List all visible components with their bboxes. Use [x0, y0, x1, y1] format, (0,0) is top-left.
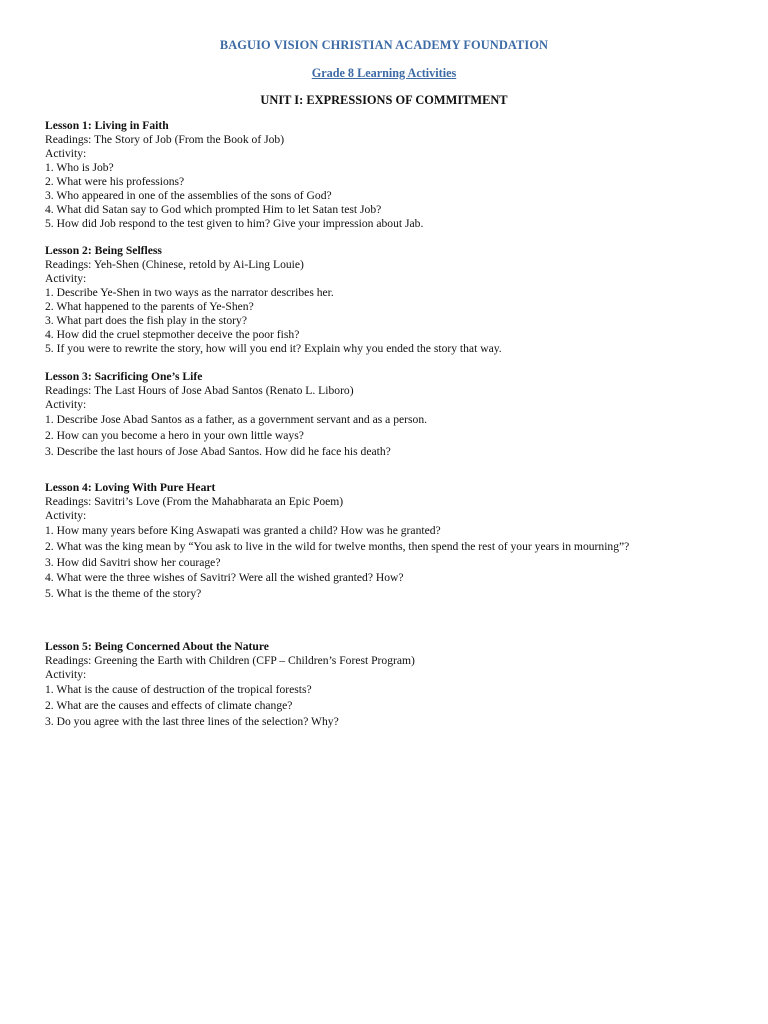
question: 1. What is the cause of destruction of the tropical forests? — [45, 683, 312, 696]
question: 3. Who appeared in one of the assemblies of the sons of God? — [45, 189, 332, 202]
question: 1. How many years before King Aswapati was granted a child? How was he granted? — [45, 524, 441, 537]
question: 2. What were his professions? — [45, 175, 185, 188]
activity-label: Activity: — [45, 398, 87, 411]
lesson-1-section — [45, 119, 695, 231]
question: 1. Who is Job? — [45, 161, 114, 174]
question: 5. If you were to rewrite the story, how will you end it? Explain why you ended the story that way. — [45, 342, 502, 355]
unit-title: UNIT I: EXPRESSIONS OF COMMITMENT — [260, 93, 508, 107]
question: 5. How did Job respond to the test given to him? Give your impression about Jab. — [45, 217, 424, 230]
question: 1. Describe Jose Abad Santos as a father, as a government servant and as a person. — [45, 413, 428, 426]
lesson-readings: Readings: Savitri’s Love (From the Mahabharata an Epic Poem) — [45, 495, 344, 508]
lesson-title: Lesson 1: Living in Faith — [45, 119, 169, 132]
question: 4. What did Satan say to God which prompted Him to let Satan test Job? — [45, 203, 382, 216]
lesson-4-section — [45, 481, 695, 602]
activity-label: Activity: — [45, 509, 87, 522]
question: 3. Describe the last hours of Jose Abad Santos. How did he face his death? — [45, 444, 391, 458]
question: 3. How did Savitri show her courage? — [45, 555, 221, 569]
activity-label: Activity: — [45, 147, 87, 160]
lesson-readings: Readings: Greening the Earth with Children (CFP – Children’s Forest Program) — [45, 654, 415, 667]
question: 3. Do you agree with the last three lines of the selection? Why? — [45, 714, 339, 728]
lesson-title: Lesson 3: Sacrificing One’s Life — [45, 370, 203, 383]
lesson-title: Lesson 4: Loving With Pure Heart — [45, 481, 216, 494]
question: 1. Describe Ye-Shen in two ways as the narrator describes her. — [45, 286, 334, 299]
lesson-title: Lesson 2: Being Selfless — [45, 244, 162, 257]
document-subtitle: Grade 8 Learning Activities — [311, 66, 457, 80]
question: 3. What part does the fish play in the story? — [45, 314, 247, 327]
lesson-readings: Readings: The Story of Job (From the Book of Job) — [45, 133, 285, 146]
question: 2. What are the causes and effects of climate change? — [45, 698, 293, 712]
question: 2. What happened to the parents of Ye-Shen? — [45, 300, 254, 313]
lesson-5-section — [45, 640, 695, 729]
activity-label: Activity: — [45, 668, 87, 681]
lesson-title: Lesson 5: Being Concerned About the Nature — [45, 640, 269, 653]
lesson-3-section — [45, 370, 695, 459]
question: 5. What is the theme of the story? — [45, 587, 202, 601]
lesson-readings: Readings: The Last Hours of Jose Abad Santos (Renato L. Liboro) — [45, 384, 354, 397]
school-name: BAGUIO VISION CHRISTIAN ACADEMY FOUNDATION — [219, 38, 549, 52]
question: 2. How can you become a hero in your own little ways? — [45, 428, 304, 442]
activity-label: Activity: — [45, 272, 87, 285]
question: 4. How did the cruel stepmother deceive the poor fish? — [45, 328, 300, 341]
lesson-2-section — [45, 244, 695, 356]
question: 2. What was the king mean by “You ask to live in the wild for twelve months, then spend the rest of your years in mourning”? — [45, 539, 630, 553]
lesson-readings: Readings: Yeh-Shen (Chinese, retold by Ai-Ling Louie) — [45, 258, 304, 271]
question: 4. What were the three wishes of Savitri? Were all the wished granted? How? — [45, 571, 404, 585]
